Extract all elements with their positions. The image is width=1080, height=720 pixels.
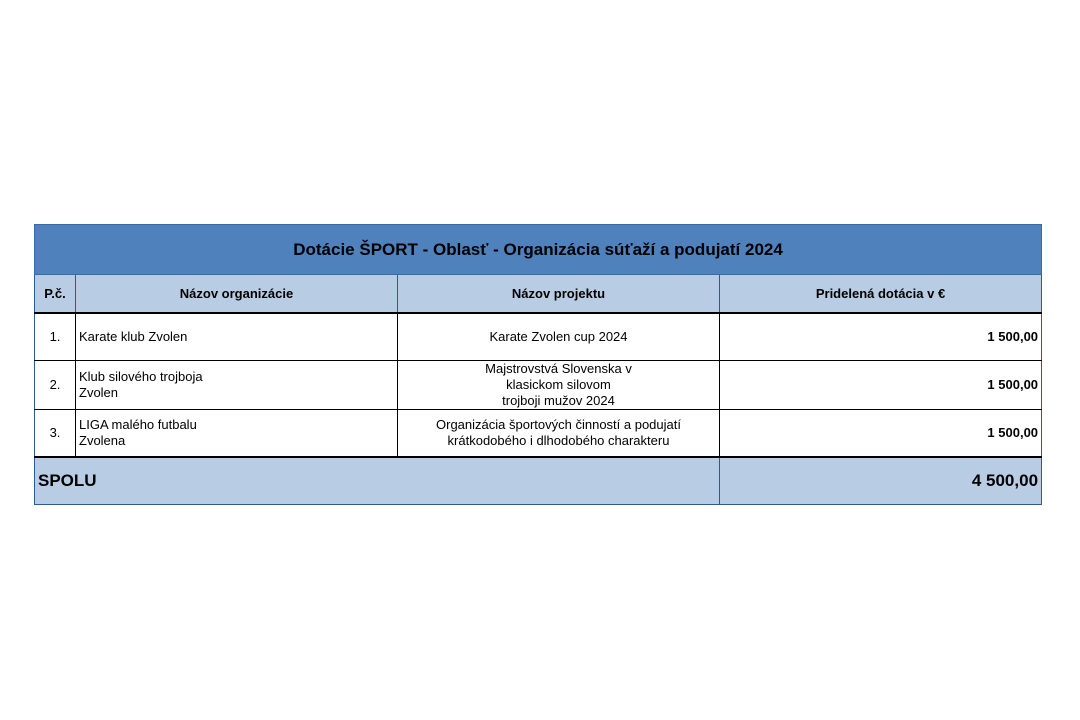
- subsidy-table: [34, 224, 1042, 505]
- total-row: [35, 457, 1042, 505]
- header-amount: Pridelená dotácia v €: [720, 275, 1042, 314]
- organization-name-line: Klub silového trojboja: [79, 369, 203, 384]
- organization-name: [76, 313, 398, 361]
- header-organization: Názov organizácie: [76, 275, 398, 314]
- project-name-line: klasickom silovom: [506, 377, 611, 392]
- organization-name: [76, 361, 398, 410]
- subsidy-amount: 1 500,00: [720, 361, 1042, 410]
- project-name: [398, 361, 720, 410]
- subsidy-amount: 1 500,00: [720, 410, 1042, 458]
- row-number: 1.: [35, 313, 76, 361]
- organization-name-line: LIGA malého futbalu: [79, 417, 197, 432]
- project-name-line: trojboji mužov 2024: [502, 393, 615, 408]
- project-name-line: krátkodobého i dlhodobého charakteru: [447, 433, 670, 448]
- subsidy-amount: 1 500,00: [720, 313, 1042, 361]
- organization-name-line: Karate klub Zvolen: [79, 329, 188, 344]
- organization-name: [76, 410, 398, 458]
- subsidy-table-sheet: [34, 224, 1041, 505]
- table-row: [35, 410, 1042, 458]
- project-name: [398, 410, 720, 458]
- project-name-line: Organizácia športových činností a podujatí: [436, 417, 681, 432]
- total-label: SPOLU: [35, 457, 720, 505]
- table-row: [35, 313, 1042, 361]
- project-name: [398, 313, 720, 361]
- organization-name-line: Zvolen: [79, 385, 119, 400]
- table-row: [35, 361, 1042, 410]
- total-value: 4 500,00: [720, 457, 1042, 505]
- project-name-line: Karate Zvolen cup 2024: [489, 329, 628, 344]
- row-number: 2.: [35, 361, 76, 410]
- header-number: P.č.: [35, 275, 76, 314]
- table-title: Dotácie ŠPORT - Oblasť - Organizácia súťaží a podujatí 2024: [35, 225, 1042, 275]
- project-name-line: Majstrovstvá Slovenska v: [485, 361, 632, 376]
- organization-name-line: Zvolena: [79, 433, 126, 448]
- row-number: 3.: [35, 410, 76, 458]
- header-row: [35, 275, 1042, 314]
- header-project: Názov projektu: [398, 275, 720, 314]
